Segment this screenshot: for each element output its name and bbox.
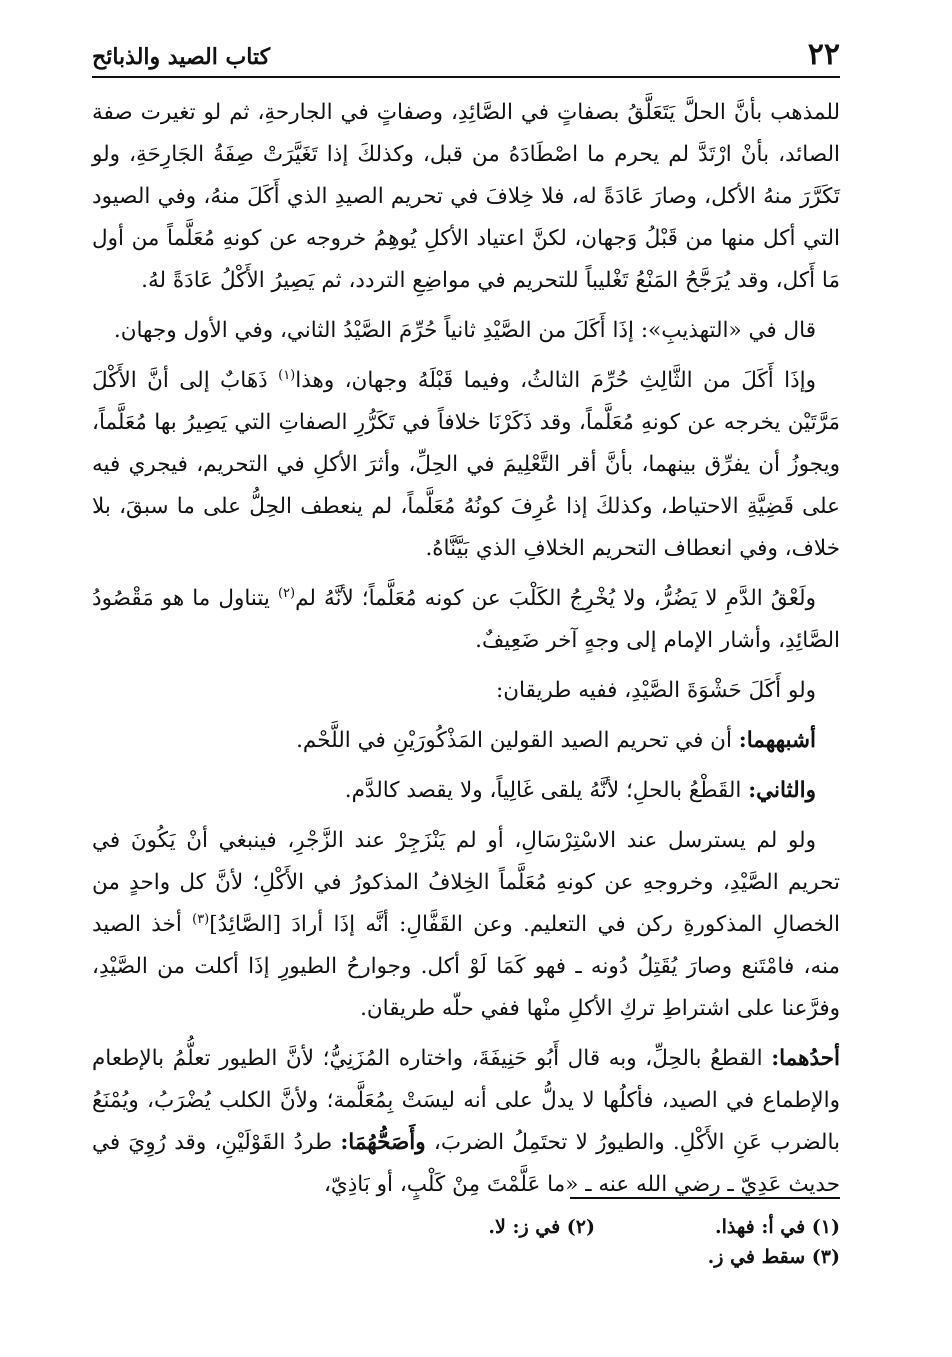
footnote-ref[interactable]: (٣) [192,911,210,927]
paragraph-text: القطعُ بالحِلِّ، وبه قال أَبُو حَنِيفَةَ، واختاره المُزَنِيُّ؛ لأنَّ الطيور تعلُّمُ بالإطعام والإطماع في الصيد، فأكلُها لا يدلُّ على أنه ليسَتْ بِمُعَلَّمة؛ ولأنَّ الكلب يُضْرَبُ، ويُمْنَعُ بالضرب عَنِ الأَكْلِ. والطيورُ لا تحتَمِلُ الضربَ، [92,1046,840,1155]
paragraph-text: قال في «التهذيبِ»: إذَا أَكَلَ من الصَّيْدِ ثانياً حُرِّمَ الصَّيْدُ الثاني، وفي الأول وجهان. [113,318,816,343]
paragraph [92,310,840,352]
paragraph [92,720,840,762]
paragraph-text: أخذ الصيد منه، فامْتَنع وصارَ يُقَتِلُ دُونه ـ فهو كَمَا لَوْ أكل. وجوارحُ الطيورِ إذَا أكلت من الصَّيْدِ، وفرَّعنا على اشتراطِ تركِ الأكلِ منْها ففي حلّه طريقان. [92,912,840,1021]
term-label: وأَصَحُّهُمَا: [340,1130,426,1155]
footnote-1: (١) في أ: فهذا. [715,1216,840,1238]
term-label: والثاني: [748,778,816,803]
footnote-ref[interactable]: (٢) [277,585,296,601]
footnote-ref[interactable]: (١) [278,367,296,383]
footnote-3: (٣) سقط في ز. [707,1246,840,1268]
paragraph-text: ولو أَكَلَ حَشْوَةَ الصَّيْدِ، ففيه طريقان: [495,678,816,703]
paragraph-text: ولَعْقُ الدَّمِ لا يَضُرُّ، ولا يُخْرِجُ الكَلْبَ عن كونه مُعَلَّماً؛ لأنَّهُ لم [295,586,816,611]
main-text [92,92,840,1197]
paragraph [92,820,840,1030]
term-label: أشبههما: [738,728,816,753]
page-header [92,30,840,78]
paragraph [92,92,840,302]
running-title: كتاب الصيد والذبائح [92,44,271,70]
footnote-row [92,1242,840,1272]
paragraph [92,578,840,662]
paragraph-text: طردُ القَوْلَيْنِ، وقد رُوِيَ في حديث عَدِيّ ـ رضي الله عنه ـ «ما عَلَّمْتَ مِنْ كَلْبٍ، أو بَاذِيّ، [92,1130,840,1197]
footnote-2: (٢) في ز: لا. [488,1216,596,1238]
paragraph-text: يتناول ما هو مَقْصُودُ الصَّائِدِ، وأشار الإمام إلى وجهٍ آخر ضَعِيفٌ. [92,586,840,653]
paragraph [92,360,840,570]
paragraph [92,1038,840,1206]
paragraph [92,770,840,812]
page-number: ٢٢ [807,37,840,72]
paragraph [92,670,840,712]
footnote-row [92,1212,840,1242]
paragraph-text: ذَهَابٌ إلى أنَّ الأَكْلَ مَرَّتَيْن يخرجه عن كونهِ مُعَلَّماً، وقد ذَكَرْنَا خلافاً في تَكَرُّرِ الصفاتِ التي يَصِيرُ بها مُعَلَّماً، ويجوزُ أن يفرِّق بينهما، بأنَّ أقر التَّعْلِيمَ في الحِلِّ، وأثرَ الأكلِ في التحريم، فيجري فيه على قَضِيَّةِ الاحتياط، وكذلكَ إذا عُرِفَ كونُهُ مُعَلَّماً، لم ينعطف الحِلُّ على ما سبقَ، بلا خلاف، وفي انعطاف التحريم الخلافِ الذي بَيَّنَّاهُ. [92,368,840,561]
term-label: أحدُهما: [771,1046,840,1071]
footnotes [92,1212,840,1272]
paragraph-text: القَطْعُ بالحلِ؛ لأنَّهُ يلقى غَالِياً، ولا يقصد كالدَّم. [344,778,749,803]
paragraph-text: أن في تحريم الصيد القولين المَذْكُورَيْنِ في اللَّحْم. [296,728,739,753]
paragraph-text: للمذهب بأنَّ الحلَّ يَتَعَلَّقُ بصفاتٍ في الصَّائِدِ، وصفاتٍ في الجارحةِ، ثم لو تغيرت صفة الصائد، بأنْ ارْتَدَّ لم يحرم ما اصْطَادَهُ من قبل، وكذلكَ إذا تَغَيَّرَتْ صِفَةُ الجَارِحَةِ، ولو تَكَرَّرَ منهُ الأكل، وصارَ عَادَةً له، فلا خِلافَ في تحريم الصيدِ الذي أَكَلَ منهُ، وفي الصيود التي أكل منها من قَبْلُ وَجهان، لكنَّ اعتياد الأكلِ يُوهِمُ خروجه عن كونهِ مُعَلَّماً من أول مَا أَكل، وقد يُرَجَّحُ المَنْعُ تَغْليباً للتحريم في مواضِعِ التردد، ثم يَصِيرُ الأَكْلُ عَادَةً لهُ. [92,100,840,293]
footnote-divider [570,1197,840,1199]
paragraph-text: ولو لم يسترسل عند الاسْتِرْسَالِ، أو لم يَنْزَجِرْ عند الزَّجْرِ، فينبغي أنْ يَكُونَ في تحريم الصَّيْدِ، وخروجهِ عن كونهِ مُعَلَّماً الخِلافُ المذكورُ في الأَكْلِ؛ لأنَّ كل واحدٍ من الخصالِ المذكورةِ ركن في التعليم. وعن القَفَّالِ: أنَّه إذَا أرادَ [الصَّائِدُ] [92,828,840,937]
paragraph-text: وإذَا أَكَلَ من الثَّالِثِ حُرِّمَ الثالثُ، وفيما قَبْلَهُ وجهان، وهذا [295,368,816,393]
